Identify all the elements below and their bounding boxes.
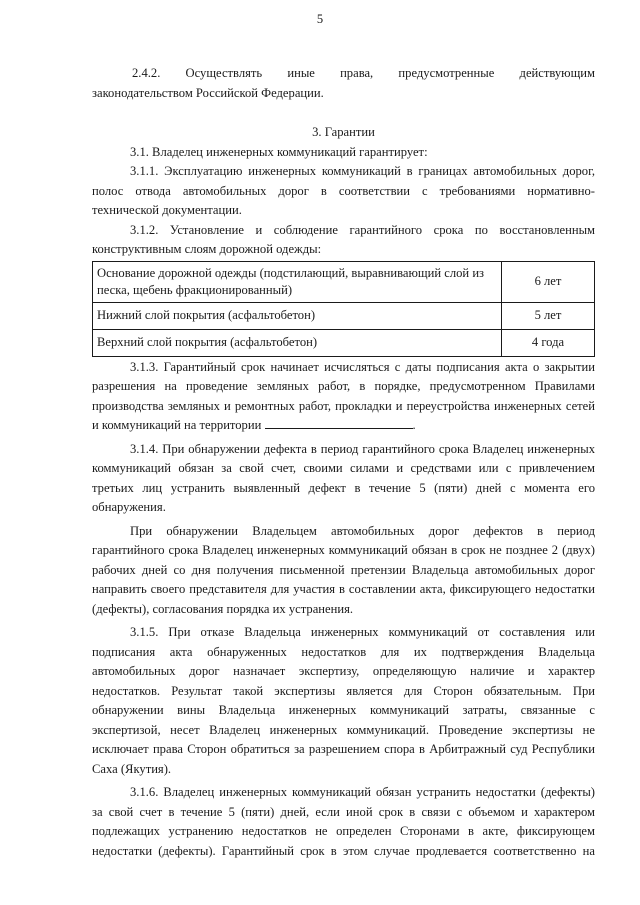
text-line: 3.1.2. Установление и соблюдение гарантийного срока по восстановленным: [130, 222, 595, 237]
period-cell: 5 лет: [502, 302, 595, 329]
text-line: разрешения на проведение земляных работ, в порядке, предусмотренном Правилами: [92, 379, 595, 393]
clause-word: 2.4.2.: [132, 66, 161, 80]
text-line: Саха (Якутия).: [92, 761, 172, 776]
clause-3-1-5: [92, 623, 595, 779]
layer-cell: Верхний слой покрытия (асфальтобетон): [93, 329, 502, 356]
clause-word: действующим: [519, 66, 595, 80]
period-cell: 4 года: [502, 329, 595, 356]
text-line: третьих лиц устранить выявленный дефект в течение 5 (пяти) дней с момента его: [92, 480, 595, 495]
text-line: полос отвода автомобильных дорог в соответствии с требованиями нормативно-: [92, 183, 595, 198]
text-line: 3.1.1. Эксплуатацию инженерных коммуникаций в границах автомобильных дорог,: [130, 164, 595, 178]
clause-2-4-2-continuation: законодательством Российской Федерации.: [92, 85, 324, 100]
clause-3-1-4-paragraph-2: [92, 522, 595, 620]
text-fragment: и коммуникаций на территории: [92, 418, 262, 432]
text-line: автомобильных дорог назначает экспертизу, определяющую наличие и характер: [92, 664, 595, 678]
layer-cell: Основание дорожной одежды (подстилающий, выравнивающий слой из песка, щебень фракционированный): [93, 261, 502, 302]
text-line: гарантийного срока Владелец инженерных коммуникаций обязан в срок не позднее 2 (двух): [92, 543, 595, 557]
text-line: за свой счет в течение 5 (пяти) дней, если иной срок в связи с объемом и характером: [92, 804, 595, 819]
clause-3-1: 3.1. Владелец инженерных коммуникаций гарантирует:: [130, 144, 428, 159]
clause-3-1-6: [92, 783, 595, 861]
text-line: 3.1.5. При отказе Владельца инженерных коммуникаций от составления или: [130, 625, 595, 639]
text-line: производства земляных и ремонтных работ, прокладки и переустройства инженерных сетей: [92, 398, 595, 413]
page-number: 5: [316, 12, 324, 26]
period-cell: 6 лет: [502, 261, 595, 302]
text-line: направить своего представителя для участия в составлении акта, фиксирующего недостатки: [92, 582, 595, 596]
text-line: коммуникаций обязан за свой счет, своими силами и средствами или с привлечением: [92, 461, 595, 475]
clause-word: предусмотренные: [398, 66, 495, 80]
document-body: [92, 60, 595, 861]
clause-3-1-4: [92, 440, 595, 518]
text-line: обнаружении вины Владельца инженерных коммуникаций затраты, связанные с: [92, 703, 595, 717]
text-line: недостатки (дефекты). Гарантийный срок в этом случае продлевается соответственно на: [92, 843, 595, 858]
text-line: [92, 416, 595, 436]
text-line: 3.1.6. Владелец инженерных коммуникаций обязан устранить недостатки (дефекты): [130, 785, 595, 799]
text-line: 3.1.3. Гарантийный срок начинает исчисляться с даты подписания акта о закрытии: [130, 359, 595, 374]
clause-3-1-3: [92, 358, 595, 436]
text-line: конструктивным слоям дорожной одежды:: [92, 242, 322, 256]
blank-fill-line: [265, 416, 413, 429]
clause-3-1-2: [92, 221, 595, 260]
text-line: При обнаружении Владельцем автомобильных дорог дефектов в период: [130, 523, 595, 538]
text-line: (дефекты), согласования порядка их устранения.: [92, 601, 354, 616]
clause-2-4-2-first-line: [92, 64, 595, 84]
text-fragment: .: [412, 418, 416, 432]
layer-cell: Нижний слой покрытия (асфальтобетон): [93, 302, 502, 329]
table-row: [93, 302, 595, 329]
clause-word: иные: [287, 66, 315, 80]
text-line: экспертизой, несет Владелец инженерных коммуникаций. Проведение экспертизы не: [92, 722, 595, 737]
section-heading: 3. Гарантии: [312, 125, 375, 139]
text-line: обнаружения.: [92, 500, 166, 514]
clause-word: права,: [340, 66, 374, 80]
text-line: технической документации.: [92, 203, 242, 217]
text-line: исключает права Сторон обратиться за разрешением спора в Арбитражный суд Республики: [92, 742, 595, 756]
text-line: 3.1.4. При обнаружении дефекта в период гарантийного срока Владелец инженерных: [130, 441, 595, 456]
clause-word: Осуществлять: [185, 66, 263, 80]
table-row: [93, 261, 595, 302]
table-row: [93, 329, 595, 356]
warranty-table: [92, 261, 595, 357]
text-line: подлежащих устранению недостатков не определен Сторонами в акте, фиксирующем: [92, 824, 595, 838]
text-line: рабочих дней со дня получения письменной претензии Владельца автомобильных дорог: [92, 562, 595, 577]
text-line: недостатков. Результат такой экспертизы является для Сторон обязательным. При: [92, 683, 595, 698]
clause-3-1-1: [92, 162, 595, 221]
text-line: подписания акта обнаруженных недостатков для их подтверждения Владельца: [92, 644, 595, 659]
